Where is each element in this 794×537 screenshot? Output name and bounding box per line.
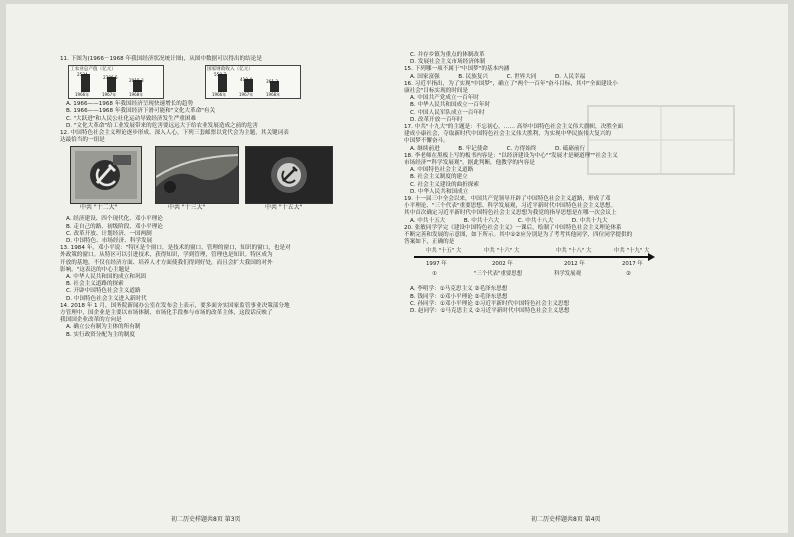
timeline-label: 中共 "十六" 大 — [484, 248, 520, 255]
q19-option-d: D. 中共十九大 — [571, 217, 608, 224]
q20-option-a: A. 李明学：①马克思主义 ②毛泽东思想 — [410, 286, 508, 293]
hammer-sickle-icon — [71, 147, 141, 203]
timeline-label: 中共 "十九" 大 — [614, 248, 650, 255]
chart-title: 国家财政收入（亿元） — [207, 67, 253, 73]
year-label: 1966年 — [212, 92, 227, 97]
bar-value: 361.3 — [266, 79, 278, 85]
party-congress-stamps — [60, 146, 400, 214]
party-emblem-icon — [246, 147, 332, 203]
q16-option-b: B. 中华人民共和国成立一百年时 — [410, 102, 491, 109]
q17-option-b: B. 牢记使命 — [458, 145, 489, 152]
timeline-axis — [414, 256, 650, 258]
question-12-cont: 达最恰当的一组是 — [60, 137, 105, 144]
question-14: 14. 2018 年 1 月，国务院新闻办公室在发布会上表示，要多面夯实国家监管事业决策部分地 — [60, 302, 290, 309]
q15-options — [410, 74, 776, 81]
stamp-caption: 中共 "十二大" — [80, 204, 118, 212]
question-16: 16. 习近平指出，为了实现"中国梦"，确立了"两个一百年"奋斗目标，其中"全面建设小 — [404, 80, 618, 87]
question-19-cont: 其中首次确定习近平新时代中国特色社会主义思想为我党的指导思想是在哪一次会议上 — [404, 210, 617, 217]
question-13-cont: 开放的基地，不仅在经济方面、培养人才方面使我们得到好处，而且会扩大我国的对外 — [60, 259, 273, 266]
year-label: 1966年 — [75, 92, 90, 97]
q20-option-d: D. 赵同学：①马克思主义 ②习近平新时代中国特色社会主义思想 — [410, 308, 570, 315]
q15-option-b: B. 民族复兴 — [458, 73, 489, 80]
q13-option-d: D. 中国特色社会主义进入新时代 — [66, 295, 147, 302]
question-14-cont: 方管理中，国企业是主要以市场体制、市场化手段参与市场的改革主体，这段话反映了 — [60, 310, 273, 317]
timeline-year: 2012 年 — [564, 261, 585, 268]
arrow-right-icon — [648, 253, 655, 261]
stamp-12th-congress — [70, 146, 142, 204]
question-19-cont: 小平理论、"三个代表"重要思想、科学发展观，习近平新时代中国特色社会主义思想。 — [404, 203, 617, 210]
question-12: 12. 中国特色社会主义理论逐步形成、深入人心，下列三套邮票以党代会为主题，其关键词表 — [60, 130, 289, 137]
flag-icon — [156, 147, 238, 203]
q14-option-d: D. 发展社会主义市场经济体制 — [410, 59, 485, 66]
q19-options — [410, 218, 776, 225]
question-19: 19. 十一届三中全会以来，中国共产党领导开辟了中国特色社会主义道路，形成了邓 — [404, 196, 611, 203]
timeline-year: 2002 年 — [492, 261, 513, 268]
q17-option-a: A. 继续前进 — [410, 145, 440, 152]
q12-option-b: B. 走自己的路、初级阶段、邓小平理论 — [66, 223, 163, 230]
economy-charts — [60, 65, 400, 99]
bar-value: 2306.5 — [103, 75, 118, 81]
question-17-cont: 中国梦不懈奋斗。 — [404, 138, 449, 145]
q18-option-b: B. 社会主义制度的建立 — [410, 174, 468, 181]
q19-option-c: C. 中共十八大 — [517, 217, 554, 224]
exam-sheet — [6, 4, 788, 533]
left-page-footer: 初二历史样题共8页 第3页 — [171, 516, 241, 523]
q12-option-d: D. 中国特色、市场经济、科学发展 — [66, 238, 153, 245]
q15-option-c: C. 世界大同 — [506, 73, 537, 80]
question-13-cont: 外政策的窗口。从特区可以引进技术，获得知识，学到管理，管理也是知识。特区成为 — [60, 252, 273, 259]
bar-value: 2534. — [77, 72, 89, 78]
q11-option-a: A. 1966——1968 年我国经济呈现快速增长的趋势 — [66, 101, 194, 108]
q11-option-d: D. "文化大革命"给工业发展带来的危害要远远大于给农业发展造成之前的危害 — [66, 122, 259, 129]
q13-option-b: B. 社会主义道路的探索 — [66, 281, 124, 288]
question-20: 20. 张敏同学学完《建设中国特色社会主义》一课后，绘制了中国特色社会主义理论体系 — [404, 224, 622, 231]
q16-option-d: D. 改革开放一百年时 — [410, 116, 463, 123]
question-18: 18. 李老师在黑板上写的板书内容是："以经济建设为中心""发展才是硬道理""社会主义 — [404, 152, 618, 159]
q14-option-c: C. 并存乡镇为重点的体制改革 — [410, 52, 485, 58]
question-17: 17. 中共"十九大"的主题是：不忘初心，…… 高举中国特色社会主义伟大旗帜，决胜全面 — [404, 124, 623, 131]
question-13: 13. 1984 年，邓小平说："特区是个窗口，是技术的窗口，管理的窗口，知识的窗口，也是对 — [60, 245, 291, 252]
question-17-cont: 建成小康社会，夺取新时代中国特色社会主义伟大胜利，为实现中华民族伟大复兴的 — [404, 131, 611, 138]
stamp-15th-congress — [245, 146, 333, 204]
q13-option-c: C. 开辟中国特色社会主义道路 — [66, 288, 141, 295]
industrial-output-chart — [68, 65, 164, 99]
question-20-cont: 答案如下，正确的是 — [404, 239, 455, 246]
bar-value: 558.7 — [214, 72, 226, 78]
year-label: 1967年 — [239, 92, 254, 97]
theory-timeline — [404, 248, 776, 284]
year-label: 1967年 — [102, 92, 117, 97]
q20-option-b: B. 钱同学：①邓小平理论 ②毛泽东思想 — [410, 293, 508, 300]
timeline-label: 中共 "十五" 大 — [426, 248, 462, 255]
q17-option-d: D. 砥砺前行 — [554, 145, 586, 152]
q19-option-a: A. 中共十五大 — [410, 217, 446, 224]
q14-option-a: A. 确立公有制为主体的所有制 — [66, 324, 141, 331]
right-page-footer: 初二历史样题共8页 第4页 — [531, 516, 601, 523]
timeline-note: "三个代表"重要思想 — [474, 271, 523, 278]
question-16-cont: 康社会"目标实现的时间是 — [404, 88, 469, 95]
q15-option-a: A. 国家富强 — [410, 73, 440, 80]
q11-option-c: C. "大跃进"和人民公社化运动导致经济发生严重困难 — [66, 115, 197, 122]
timeline-label: 中共 "十八" 大 — [556, 248, 592, 255]
q19-option-b: B. 中共十六大 — [463, 217, 500, 224]
timeline-year: 2017 年 — [622, 261, 643, 268]
timeline-blank-2: ② — [626, 271, 631, 278]
q17-option-c: C. 方得始终 — [506, 145, 537, 152]
q12-option-c: C. 改革开放、计划经济、一国两制 — [66, 230, 152, 237]
timeline-year: 1997 年 — [426, 261, 447, 268]
q13-option-a: A. 中华人民共和国的成立和巩固 — [66, 274, 147, 281]
chart-title: 工农业总产值（亿元） — [70, 67, 116, 73]
q14-option-b: B. 实行政资分配为主的制度 — [66, 331, 135, 338]
q16-option-c: C. 中国人民军队成立一百年时 — [410, 109, 485, 116]
bar-value: 419.4 — [240, 77, 252, 83]
q15-option-d: D. 人民幸福 — [554, 73, 586, 80]
question-20-cont: 不断完善和发展的示意图，如下所示。其中①②应分别是为了考考其他同学，四位同学提供的 — [404, 232, 633, 239]
question-18-cont: 市场经济""科学发展观"。据此判断，他教学的内容是 — [404, 160, 535, 167]
stamp-caption: 中共 "十三大" — [168, 204, 206, 212]
bar-value: 2015.3 — [129, 78, 144, 84]
q18-option-a: A. 中国特色社会主义道路 — [410, 167, 474, 174]
question-11: 11. 下图为(1966－1968 年我国经济状况统计图)，从图中数据可以得出的结论是 — [60, 56, 262, 62]
timeline-blank-1: ① — [432, 271, 437, 278]
watermark-stamp-icon — [586, 104, 736, 176]
q11-option-b: B. 1966——1968 年我国经济下滑可能和"文化大革命"有关 — [66, 108, 216, 115]
q18-option-c: C. 社会主义建设的曲折探索 — [410, 181, 479, 188]
q18-option-d: D. 中华人民共和国成立 — [410, 188, 469, 195]
fiscal-revenue-chart — [205, 65, 301, 99]
year-label: 1968年 — [129, 92, 144, 97]
question-14-cont: 我国国企业改革的方向是 — [60, 317, 122, 324]
stamp-caption: 中共 "十五大" — [265, 204, 303, 212]
q20-option-c: C. 孙同学：①邓小平理论 ②习近平新时代中国特色社会主义思想 — [410, 300, 570, 307]
stamp-13th-congress — [155, 146, 239, 204]
q16-option-a: A. 中国共产党成立一百年时 — [410, 95, 479, 102]
q12-option-a: A. 经济建设、四个现代化、邓小平理论 — [66, 216, 163, 223]
timeline-note: 科学发展观 — [554, 271, 581, 278]
question-13-cont: 影响。"这表达的中心主题是 — [60, 266, 130, 273]
question-15: 15. 下列哪一项不属于"中国梦"的基本内涵 — [404, 66, 510, 73]
year-label: 1968年 — [266, 92, 281, 97]
left-page — [60, 4, 400, 339]
